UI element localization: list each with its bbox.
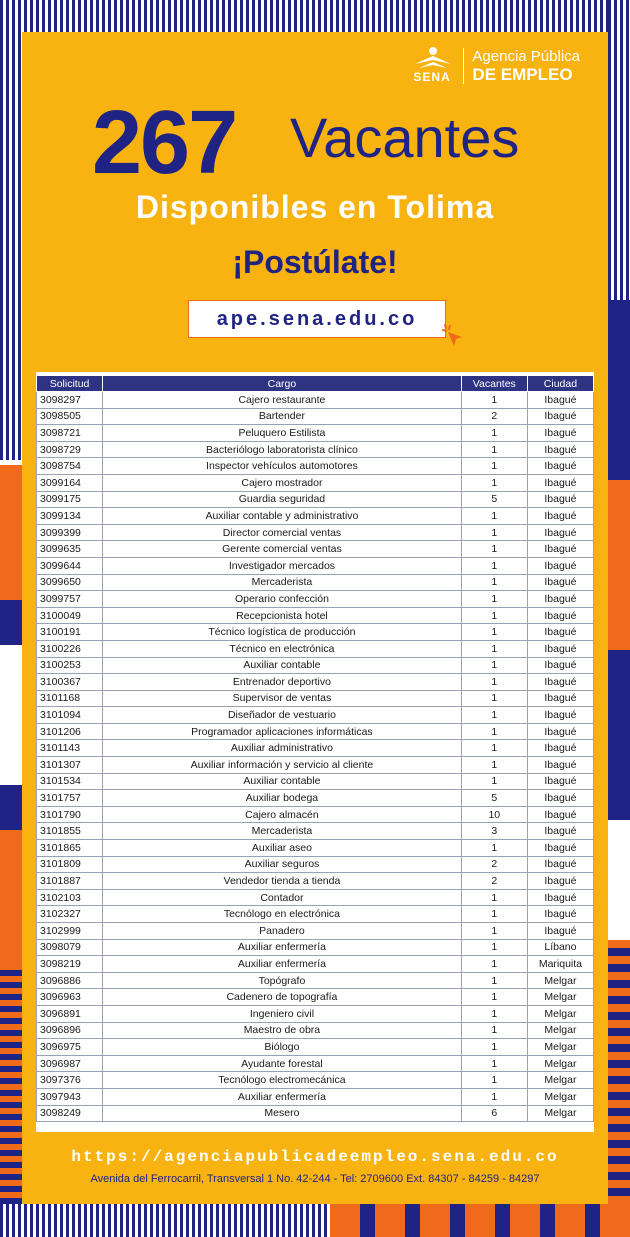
vacantes-cell: 1 [461,723,527,740]
sena-logo-text: SENA [413,70,451,84]
vacantes-cell: 1 [461,740,527,757]
ciudad-cell: Melgar [527,1072,593,1089]
vacantes-cell: 1 [461,972,527,989]
table-header-cell: Ciudad [527,376,593,392]
cargo-cell: Diseñador de vestuario [103,707,462,724]
cargo-cell: Auxiliar contable [103,657,462,674]
ciudad-cell: Ibagué [527,607,593,624]
table-row [37,757,594,774]
table-row [37,607,594,624]
table-row [37,1105,594,1122]
vacantes-cell: 1 [461,591,527,608]
vacantes-cell: 1 [461,640,527,657]
footer-url[interactable]: https://agenciapublicadeempleo.sena.edu.co [71,1148,559,1166]
vacantes-cell: 1 [461,906,527,923]
solicitud-cell: 3098721 [37,425,103,442]
vacantes-cell: 2 [461,873,527,890]
table-header-row [37,376,594,392]
cargo-cell: Bartender [103,408,462,425]
cargo-cell: Investigador mercados [103,557,462,574]
cargo-cell: Auxiliar aseo [103,840,462,857]
table-row [37,823,594,840]
table-row [37,889,594,906]
ciudad-cell: Ibagué [527,723,593,740]
vacantes-cell: 1 [461,1055,527,1072]
vacancies-table-panel [36,372,594,1132]
solicitud-cell: 3100226 [37,640,103,657]
ciudad-cell: Melgar [527,1088,593,1105]
ciudad-cell: Líbano [527,939,593,956]
vacantes-cell: 1 [461,956,527,973]
vacantes-cell: 1 [461,674,527,691]
solicitud-cell: 3101143 [37,740,103,757]
cargo-cell: Mercaderista [103,574,462,591]
solicitud-cell: 3101168 [37,690,103,707]
table-row [37,1055,594,1072]
ciudad-cell: Melgar [527,1022,593,1039]
solicitud-cell: 3097376 [37,1072,103,1089]
cargo-cell: Mercaderista [103,823,462,840]
vacantes-cell: 1 [461,923,527,940]
vacantes-cell: 10 [461,806,527,823]
cargo-cell: Programador aplicaciones informáticas [103,723,462,740]
solicitud-cell: 3101757 [37,790,103,807]
ciudad-cell: Ibagué [527,557,593,574]
table-row [37,972,594,989]
vacantes-cell: 1 [461,889,527,906]
table-row [37,508,594,525]
cargo-cell: Auxiliar seguros [103,856,462,873]
cargo-cell: Bacteriólogo laboratorista clínico [103,441,462,458]
table-row [37,491,594,508]
ciudad-cell: Ibagué [527,873,593,890]
ciudad-cell: Ibagué [527,640,593,657]
ciudad-cell: Melgar [527,972,593,989]
agencia-logo [411,46,580,86]
solicitud-cell: 3099650 [37,574,103,591]
vacantes-cell: 1 [461,474,527,491]
table-row [37,989,594,1006]
table-row [37,541,594,558]
ciudad-cell: Ibagué [527,474,593,491]
solicitud-cell: 3100367 [37,674,103,691]
vacantes-cell: 1 [461,1005,527,1022]
solicitud-cell: 3098729 [37,441,103,458]
cargo-cell: Auxiliar administrativo [103,740,462,757]
ciudad-cell: Melgar [527,1055,593,1072]
cargo-cell: Tecnólogo en electrónica [103,906,462,923]
website-link-text: ape.sena.edu.co [216,307,418,330]
vacantes-cell: 1 [461,624,527,641]
ciudad-cell: Ibagué [527,823,593,840]
ciudad-cell: Melgar [527,1105,593,1122]
solicitud-cell: 3097943 [37,1088,103,1105]
subtitle: Disponibles en Tolima [135,189,495,225]
table-row [37,441,594,458]
table-row [37,806,594,823]
cargo-cell: Técnico logística de producción [103,624,462,641]
ciudad-cell: Melgar [527,989,593,1006]
vacantes-cell: 1 [461,773,527,790]
cargo-cell: Guardia seguridad [103,491,462,508]
ciudad-cell: Ibagué [527,690,593,707]
ciudad-cell: Melgar [527,1005,593,1022]
cargo-cell: Auxiliar enfermería [103,956,462,973]
cargo-cell: Panadero [103,923,462,940]
sena-logo-icon [411,46,455,86]
cargo-cell: Gerente comercial ventas [103,541,462,558]
table-row [37,873,594,890]
solicitud-cell: 3099175 [37,491,103,508]
table-row [37,674,594,691]
logo-divider [463,48,464,84]
cargo-cell: Cajero almacén [103,806,462,823]
vacantes-cell: 1 [461,1022,527,1039]
cargo-cell: Ingeniero civil [103,1005,462,1022]
table-row [37,773,594,790]
table-row [37,392,594,409]
solicitud-cell: 3101855 [37,823,103,840]
ciudad-cell: Ibagué [527,392,593,409]
vacantes-cell: 5 [461,491,527,508]
solicitud-cell: 3099757 [37,591,103,608]
table-row [37,939,594,956]
solicitud-cell: 3099399 [37,524,103,541]
solicitud-cell: 3101887 [37,873,103,890]
ciudad-cell: Ibagué [527,790,593,807]
solicitud-cell: 3100253 [37,657,103,674]
solicitud-cell: 3099644 [37,557,103,574]
cargo-cell: Cajero mostrador [103,474,462,491]
vacantes-cell: 1 [461,458,527,475]
vacantes-cell: 1 [461,1072,527,1089]
ciudad-cell: Ibagué [527,591,593,608]
cargo-cell: Peluquero Estilista [103,425,462,442]
solicitud-cell: 3101094 [37,707,103,724]
table-row [37,408,594,425]
ciudad-cell: Ibagué [527,740,593,757]
ciudad-cell: Ibagué [527,408,593,425]
ciudad-cell: Ibagué [527,657,593,674]
solicitud-cell: 3098079 [37,939,103,956]
vacantes-cell: 1 [461,707,527,724]
cargo-cell: Inspector vehículos automotores [103,458,462,475]
solicitud-cell: 3096891 [37,1005,103,1022]
table-row [37,657,594,674]
solicitud-cell: 3096975 [37,1039,103,1056]
ciudad-cell: Ibagué [527,757,593,774]
vacantes-cell: 1 [461,757,527,774]
vacantes-cell: 1 [461,840,527,857]
solicitud-cell: 3101206 [37,723,103,740]
vacantes-cell: 1 [461,425,527,442]
solicitud-cell: 3099134 [37,508,103,525]
vacantes-cell: 1 [461,441,527,458]
solicitud-cell: 3096987 [37,1055,103,1072]
table-row [37,425,594,442]
table-row [37,690,594,707]
vacantes-cell: 1 [461,1039,527,1056]
ciudad-cell: Ibagué [527,508,593,525]
cargo-cell: Auxiliar información y servicio al cliente [103,757,462,774]
vacantes-cell: 6 [461,1105,527,1122]
table-header-cell: Solicitud [37,376,103,392]
vacancy-word: Vacantes [290,106,520,169]
solicitud-cell: 3101307 [37,757,103,774]
table-row [37,740,594,757]
ciudad-cell: Ibagué [527,624,593,641]
ciudad-cell: Ibagué [527,491,593,508]
ciudad-cell: Ibagué [527,840,593,857]
vacantes-cell: 1 [461,989,527,1006]
vacantes-cell: 1 [461,939,527,956]
solicitud-cell: 3098505 [37,408,103,425]
ciudad-cell: Ibagué [527,773,593,790]
table-row [37,906,594,923]
solicitud-cell: 3101865 [37,840,103,857]
cargo-cell: Auxiliar bodega [103,790,462,807]
cargo-cell: Cajero restaurante [103,392,462,409]
vacancies-table [36,375,594,1122]
table-row [37,557,594,574]
ciudad-cell: Ibagué [527,425,593,442]
vacantes-cell: 1 [461,657,527,674]
poster-card [22,32,608,1204]
table-row [37,840,594,857]
vacantes-cell: 1 [461,508,527,525]
cargo-cell: Topógrafo [103,972,462,989]
table-row [37,723,594,740]
ciudad-cell: Ibagué [527,574,593,591]
cargo-cell: Auxiliar contable y administrativo [103,508,462,525]
table-row [37,474,594,491]
table-row [37,574,594,591]
ciudad-cell: Ibagué [527,541,593,558]
cargo-cell: Recepcionista hotel [103,607,462,624]
cargo-cell: Contador [103,889,462,906]
table-row [37,1022,594,1039]
vacantes-cell: 5 [461,790,527,807]
solicitud-cell: 3101534 [37,773,103,790]
ciudad-cell: Ibagué [527,856,593,873]
table-row [37,707,594,724]
solicitud-cell: 3098219 [37,956,103,973]
call-to-action: ¡Postúlate! [232,244,398,280]
ciudad-cell: Ibagué [527,906,593,923]
cargo-cell: Mesero [103,1105,462,1122]
table-row [37,524,594,541]
table-header-cell: Cargo [103,376,462,392]
cargo-cell: Cadenero de topografía [103,989,462,1006]
cursor-click-icon [440,324,466,355]
solicitud-cell: 3096896 [37,1022,103,1039]
solicitud-cell: 3099635 [37,541,103,558]
vacantes-cell: 2 [461,408,527,425]
cargo-cell: Director comercial ventas [103,524,462,541]
table-row [37,956,594,973]
ciudad-cell: Ibagué [527,458,593,475]
solicitud-cell: 3101809 [37,856,103,873]
table-row [37,1039,594,1056]
ciudad-cell: Mariquita [527,956,593,973]
ciudad-cell: Ibagué [527,889,593,906]
solicitud-cell: 3098754 [37,458,103,475]
ciudad-cell: Ibagué [527,923,593,940]
vacantes-cell: 1 [461,690,527,707]
vacantes-cell: 1 [461,524,527,541]
ciudad-cell: Ibagué [527,806,593,823]
vacantes-cell: 1 [461,557,527,574]
solicitud-cell: 3100049 [37,607,103,624]
table-row [37,591,594,608]
solicitud-cell: 3100191 [37,624,103,641]
table-row [37,458,594,475]
cargo-cell: Entrenador deportivo [103,674,462,691]
solicitud-cell: 3102327 [37,906,103,923]
solicitud-cell: 3098249 [37,1105,103,1122]
cargo-cell: Ayudante forestal [103,1055,462,1072]
website-link[interactable] [188,300,446,338]
table-row [37,1005,594,1022]
vacantes-cell: 1 [461,574,527,591]
cargo-cell: Biólogo [103,1039,462,1056]
vacancy-count: 267 [92,93,237,193]
solicitud-cell: 3096963 [37,989,103,1006]
table-row [37,624,594,641]
ciudad-cell: Ibagué [527,441,593,458]
solicitud-cell: 3099164 [37,474,103,491]
vacantes-cell: 1 [461,392,527,409]
vacantes-cell: 1 [461,607,527,624]
cargo-cell: Maestro de obra [103,1022,462,1039]
table-header-cell: Vacantes [461,376,527,392]
table-row [37,640,594,657]
ciudad-cell: Ibagué [527,707,593,724]
solicitud-cell: 3102103 [37,889,103,906]
solicitud-cell: 3101790 [37,806,103,823]
cargo-cell: Auxiliar enfermería [103,1088,462,1105]
cargo-cell: Operario confección [103,591,462,608]
cargo-cell: Auxiliar contable [103,773,462,790]
vacantes-cell: 3 [461,823,527,840]
ciudad-cell: Ibagué [527,674,593,691]
table-row [37,790,594,807]
table-row [37,856,594,873]
cargo-cell: Supervisor de ventas [103,690,462,707]
footer-address: Avenida del Ferrocarril, Transversal 1 No. 42-244 - Tel: 2709600 Ext. 84307 - 84259 - 84297 [90,1173,540,1185]
vacantes-cell: 1 [461,541,527,558]
cargo-cell: Técnico en electrónica [103,640,462,657]
cargo-cell: Tecnólogo electromecánica [103,1072,462,1089]
table-row [37,1072,594,1089]
ciudad-cell: Ibagué [527,524,593,541]
solicitud-cell: 3098297 [37,392,103,409]
ciudad-cell: Melgar [527,1039,593,1056]
logo-line1: Agencia Pública [472,48,580,65]
solicitud-cell: 3096886 [37,972,103,989]
table-row [37,1088,594,1105]
vacantes-cell: 1 [461,1088,527,1105]
cargo-cell: Vendedor tienda a tienda [103,873,462,890]
logo-line2: DE EMPLEO [472,65,573,84]
solicitud-cell: 3102999 [37,923,103,940]
cargo-cell: Auxiliar enfermería [103,939,462,956]
table-row [37,923,594,940]
vacantes-cell: 2 [461,856,527,873]
